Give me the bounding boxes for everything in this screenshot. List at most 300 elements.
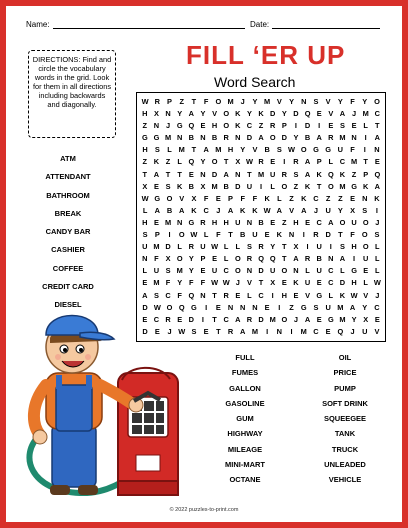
grid-letter[interactable]: R [328,133,334,143]
grid-letter[interactable]: J [240,97,245,106]
grid-letter[interactable]: O [281,181,288,191]
grid-letter[interactable]: T [363,157,368,167]
grid-letter[interactable]: L [340,266,345,276]
grid-letter[interactable]: C [316,217,322,227]
grid-letter[interactable]: J [375,290,380,300]
grid-letter[interactable]: N [177,133,183,143]
grid-letter[interactable]: N [200,133,206,143]
grid-letter[interactable]: U [325,302,331,312]
grid-letter[interactable]: R [258,242,264,252]
grid-letter[interactable]: A [154,205,160,215]
grid-letter[interactable]: P [363,169,369,179]
grid-letter[interactable]: E [177,314,183,324]
grid-letter[interactable]: N [142,254,148,264]
grid-letter[interactable]: I [294,121,297,131]
grid-letter[interactable]: U [200,242,206,252]
grid-letter[interactable]: U [270,266,276,276]
grid-letter[interactable]: E [351,121,357,131]
grid-letter[interactable]: A [276,205,282,215]
grid-letter[interactable]: N [374,145,380,155]
grid-letter[interactable]: X [293,242,299,252]
grid-letter[interactable]: F [350,97,355,106]
grid-letter[interactable]: N [301,97,307,106]
grid-letter[interactable]: V [276,97,282,106]
grid-letter[interactable]: B [223,181,229,191]
grid-letter[interactable]: C [374,109,380,119]
grid-letter[interactable]: L [247,290,252,300]
grid-letter[interactable]: N [288,230,295,240]
grid-letter[interactable]: P [200,254,206,264]
grid-letter[interactable]: O [223,121,230,131]
grid-letter[interactable]: H [211,121,218,131]
grid-letter[interactable]: E [374,157,380,167]
grid-letter[interactable]: S [153,290,159,300]
grid-letter[interactable]: Z [165,157,171,167]
grid-letter[interactable]: F [154,254,159,264]
grid-letter[interactable]: C [313,193,319,203]
grid-letter[interactable]: N [177,217,183,227]
grid-letter[interactable]: D [258,266,264,276]
grid-letter[interactable]: J [293,314,298,324]
grid-letter[interactable]: R [188,242,194,252]
grid-letter[interactable]: K [235,121,241,131]
grid-letter[interactable]: Z [338,193,343,203]
grid-letter[interactable]: R [223,290,229,300]
grid-letter[interactable]: K [293,278,299,288]
grid-letter[interactable]: A [374,181,380,191]
grid-letter[interactable]: B [316,254,322,264]
grid-letter[interactable]: N [252,302,258,312]
grid-letter[interactable]: H [142,109,148,119]
grid-letter[interactable]: M [337,302,344,312]
grid-letter[interactable]: Y [293,133,299,143]
grid-letter[interactable]: Q [374,169,381,179]
grid-letter[interactable]: S [313,302,319,312]
grid-letter[interactable]: H [142,145,148,155]
grid-letter[interactable]: G [176,121,183,131]
grid-letter[interactable]: N [235,169,241,179]
grid-letter[interactable]: J [375,217,380,227]
grid-letter[interactable]: X [165,254,171,264]
name-line[interactable] [53,20,245,29]
grid-letter[interactable]: K [363,181,369,191]
grid-letter[interactable]: I [302,230,305,240]
grid-letter[interactable]: R [154,97,160,106]
date-line[interactable] [272,20,380,29]
grid-letter[interactable]: I [266,326,269,336]
grid-letter[interactable]: D [165,242,171,252]
grid-letter[interactable]: F [350,230,355,240]
grid-letter[interactable]: A [316,133,322,143]
grid-letter[interactable]: T [228,230,233,240]
grid-letter[interactable]: O [269,133,276,143]
grid-letter[interactable]: O [281,314,288,324]
grid-letter[interactable]: Q [178,302,185,312]
grid-letter[interactable]: E [203,326,209,336]
grid-letter[interactable]: N [235,133,241,143]
grid-letter[interactable]: Q [188,121,195,131]
grid-letter[interactable]: Y [177,109,183,119]
grid-letter[interactable]: G [327,314,334,324]
grid-letter[interactable]: S [165,266,171,276]
grid-letter[interactable]: A [304,169,311,179]
grid-letter[interactable]: B [211,133,218,143]
grid-letter[interactable]: K [191,205,197,215]
grid-letter[interactable]: E [316,278,322,288]
grid-letter[interactable]: K [252,205,258,215]
grid-letter[interactable]: W [373,278,381,288]
grid-letter[interactable]: U [351,217,357,227]
grid-letter[interactable]: Q [188,157,195,167]
grid-letter[interactable]: V [179,193,185,203]
grid-letter[interactable]: I [168,230,171,240]
grid-letter[interactable]: N [246,266,253,276]
grid-letter[interactable]: A [153,169,160,179]
grid-letter[interactable]: Q [327,169,334,179]
grid-letter[interactable]: A [227,205,234,215]
grid-letter[interactable]: F [177,290,182,300]
grid-letter[interactable]: K [339,290,346,300]
grid-letter[interactable]: E [305,217,311,227]
grid-letter[interactable]: M [153,278,160,288]
grid-letter[interactable]: T [191,97,197,106]
grid-letter[interactable]: F [203,97,209,106]
grid-letter[interactable]: U [304,278,311,288]
grid-letter[interactable]: T [258,278,264,288]
grid-letter[interactable]: Z [142,157,148,167]
grid-letter[interactable]: N [153,121,160,131]
grid-letter[interactable]: X [142,181,148,191]
grid-letter[interactable]: E [215,302,221,312]
grid-letter[interactable]: A [374,133,380,143]
grid-letter[interactable]: T [316,181,322,191]
grid-letter[interactable]: D [211,169,218,179]
grid-letter[interactable]: E [270,157,276,167]
grid-letter[interactable]: N [362,193,368,203]
grid-letter[interactable]: G [351,181,357,191]
grid-letter[interactable]: R [258,157,264,167]
grid-letter[interactable]: Y [337,97,343,106]
grid-letter[interactable]: A [235,314,241,324]
grid-letter[interactable]: Q [337,326,344,336]
grid-letter[interactable]: V [325,97,331,106]
grid-letter[interactable]: I [353,254,356,264]
grid-letter[interactable]: F [200,278,206,288]
grid-letter[interactable]: Y [240,145,246,155]
grid-letter[interactable]: N [200,290,206,300]
grid-letter[interactable]: I [364,133,367,143]
grid-letter[interactable]: T [165,169,171,179]
grid-letter[interactable]: M [178,145,185,155]
grid-letter[interactable]: Q [304,109,311,119]
grid-letter[interactable]: D [304,121,311,131]
grid-letter[interactable]: Q [269,254,276,264]
grid-letter[interactable]: T [177,169,182,179]
grid-letter[interactable]: E [316,314,322,324]
grid-letter[interactable]: A [240,326,246,336]
grid-letter[interactable]: E [264,230,270,240]
grid-letter[interactable]: E [328,121,334,131]
grid-letter[interactable]: L [363,121,368,131]
grid-letter[interactable]: D [258,314,264,324]
grid-letter[interactable]: W [190,230,198,240]
grid-letter[interactable]: O [166,302,173,312]
grid-letter[interactable]: O [300,145,307,155]
grid-letter[interactable]: V [252,145,258,155]
grid-letter[interactable]: M [164,133,172,143]
grid-letter[interactable]: N [276,326,282,336]
grid-letter[interactable]: L [328,157,334,167]
grid-letter[interactable]: X [270,278,276,288]
grid-letter[interactable]: P [167,97,172,106]
grid-letter[interactable]: T [212,314,217,324]
grid-letter[interactable]: W [153,302,161,312]
grid-letter[interactable]: P [154,230,160,240]
grid-letter[interactable]: I [318,121,321,131]
grid-letter[interactable]: E [264,302,270,312]
grid-letter[interactable]: J [216,205,221,215]
grid-letter[interactable]: A [349,302,356,312]
grid-letter[interactable]: E [293,290,299,300]
grid-letter[interactable]: F [252,193,258,203]
grid-letter[interactable]: C [374,302,380,312]
grid-letter[interactable]: S [191,326,197,336]
grid-letter[interactable]: H [293,217,299,227]
grid-letter[interactable]: W [288,145,296,155]
grid-letter[interactable]: L [223,254,229,264]
grid-letter[interactable]: Z [289,193,294,203]
grid-letter[interactable]: C [313,326,319,336]
grid-letter[interactable]: A [304,157,311,167]
grid-letter[interactable]: Z [325,193,331,203]
grid-letter[interactable]: Y [270,242,276,252]
grid-letter[interactable]: L [203,230,209,240]
grid-letter[interactable]: A [223,169,229,179]
grid-letter[interactable]: I [278,302,281,312]
grid-letter[interactable]: R [227,326,234,336]
grid-letter[interactable]: B [166,205,173,215]
grid-letter[interactable]: Y [188,254,194,264]
grid-letter[interactable]: C [203,205,209,215]
grid-letter[interactable]: O [362,242,369,252]
grid-letter[interactable]: H [227,145,234,155]
grid-letter[interactable]: N [246,217,253,227]
grid-letter[interactable]: O [166,193,173,203]
grid-letter[interactable]: T [282,254,287,264]
grid-letter[interactable]: H [211,217,218,227]
grid-letter[interactable]: I [205,302,208,312]
grid-letter[interactable]: I [375,205,378,215]
grid-letter[interactable]: N [293,266,299,276]
grid-letter[interactable]: Z [282,217,287,227]
grid-letter[interactable]: J [313,205,318,215]
grid-letter[interactable]: Y [246,109,252,119]
grid-letter[interactable]: P [316,157,322,167]
grid-letter[interactable]: B [264,145,270,155]
grid-letter[interactable]: M [339,181,346,191]
grid-letter[interactable]: Y [362,302,368,312]
grid-letter[interactable]: L [167,145,172,155]
grid-letter[interactable]: E [270,217,276,227]
grid-letter[interactable]: R [165,314,171,324]
grid-letter[interactable]: N [351,133,357,143]
grid-letter[interactable]: C [328,266,334,276]
grid-letter[interactable]: L [375,266,380,276]
grid-letter[interactable]: I [363,145,366,155]
grid-letter[interactable]: L [177,242,182,252]
grid-letter[interactable]: B [188,133,194,143]
grid-letter[interactable]: O [327,181,334,191]
grid-letter[interactable]: M [153,242,160,252]
grid-letter[interactable]: H [351,278,357,288]
grid-letter[interactable]: F [165,278,171,288]
grid-letter[interactable]: D [188,314,194,324]
grid-letter[interactable]: H [142,217,148,227]
grid-letter[interactable]: B [240,230,246,240]
grid-letter[interactable]: X [363,314,369,324]
grid-letter[interactable]: W [141,193,149,203]
grid-letter[interactable]: Y [177,278,183,288]
grid-letter[interactable]: C [223,314,229,324]
grid-letter[interactable]: U [235,217,241,227]
grid-letter[interactable]: U [316,266,322,276]
grid-letter[interactable]: S [246,242,252,252]
grid-letter[interactable]: E [316,109,322,119]
grid-letter[interactable]: K [301,193,307,203]
grid-letter[interactable]: K [264,193,270,203]
grid-letter[interactable]: W [222,278,230,288]
grid-letter[interactable]: E [235,290,241,300]
grid-letter[interactable]: S [142,230,148,240]
grid-letter[interactable]: U [252,230,258,240]
grid-letter[interactable]: F [203,193,209,203]
grid-letter[interactable]: I [306,242,309,252]
grid-letter[interactable]: C [328,278,334,288]
grid-letter[interactable]: Y [337,205,343,215]
grid-letter[interactable]: N [165,109,171,119]
grid-letter[interactable]: G [325,145,332,155]
grid-letter[interactable]: S [374,230,380,240]
grid-letter[interactable]: D [142,326,148,336]
grid-letter[interactable]: S [154,145,160,155]
grid-letter[interactable]: A [179,205,185,215]
grid-letter[interactable]: G [191,302,197,312]
grid-letter[interactable]: M [300,326,307,336]
grid-letter[interactable]: R [313,230,319,240]
grid-letter[interactable]: U [153,266,160,276]
grid-letter[interactable]: P [281,121,287,131]
grid-letter[interactable]: M [339,133,346,143]
grid-letter[interactable]: U [363,254,369,264]
grid-letter[interactable]: K [276,230,282,240]
grid-letter[interactable]: O [234,266,241,276]
grid-letter[interactable]: A [339,254,346,264]
grid-letter[interactable]: M [362,109,369,119]
grid-letter[interactable]: S [313,97,319,106]
grid-letter[interactable]: N [200,169,206,179]
grid-letter[interactable]: U [142,242,148,252]
grid-letter[interactable]: K [235,109,241,119]
grid-letter[interactable]: E [153,217,159,227]
grid-letter[interactable]: O [178,230,185,240]
grid-letter[interactable]: M [257,169,265,179]
grid-letter[interactable]: R [293,157,299,167]
grid-letter[interactable]: O [176,254,183,264]
grid-letter[interactable]: J [350,326,355,336]
grid-letter[interactable]: S [339,242,345,252]
grid-letter[interactable]: W [350,290,358,300]
grid-letter[interactable]: V [246,278,252,288]
grid-letter[interactable]: J [166,121,171,131]
grid-letter[interactable]: Y [252,97,258,106]
grid-letter[interactable]: D [325,230,331,240]
grid-letter[interactable]: M [339,314,346,324]
grid-letter[interactable]: W [178,326,186,336]
grid-letter[interactable]: W [211,242,219,252]
grid-letter[interactable]: U [325,205,331,215]
grid-letter[interactable]: O [374,97,380,106]
grid-letter[interactable]: I [283,157,286,167]
grid-letter[interactable]: Y [200,109,206,119]
grid-letter[interactable]: Z [258,121,264,131]
grid-letter[interactable]: G [141,133,148,143]
grid-letter[interactable]: T [142,169,148,179]
grid-letter[interactable]: Z [142,121,148,131]
grid-letter[interactable]: E [200,266,206,276]
grid-letter[interactable]: Y [351,314,357,324]
grid-letter[interactable]: L [277,193,282,203]
grid-letter[interactable]: C [165,290,171,300]
grid-letter[interactable]: M [269,314,276,324]
grid-letter[interactable]: V [212,109,218,119]
grid-letter[interactable]: L [142,266,148,276]
grid-letter[interactable]: T [216,326,221,336]
grid-letter[interactable]: J [235,278,240,288]
grid-letter[interactable]: I [201,314,204,324]
grid-letter[interactable]: S [293,169,299,179]
grid-letter[interactable]: D [235,181,241,191]
grid-letter[interactable]: Z [289,302,294,312]
grid-letter[interactable]: D [281,133,287,143]
grid-letter[interactable]: X [191,193,197,203]
grid-letter[interactable]: S [276,145,282,155]
grid-letter[interactable]: R [304,254,311,264]
grid-letter[interactable]: F [216,230,221,240]
grid-letter[interactable]: X [153,109,159,119]
grid-letter[interactable]: A [328,217,334,227]
grid-letter[interactable]: G [300,302,307,312]
grid-letter[interactable]: Q [258,254,264,264]
grid-letter[interactable]: U [337,145,344,155]
grid-letter[interactable]: F [350,145,355,155]
grid-letter[interactable]: E [188,169,194,179]
grid-letter[interactable]: V [305,290,311,300]
grid-letter[interactable]: K [374,193,380,203]
grid-letter[interactable]: H [223,217,229,227]
grid-letter[interactable]: M [164,217,172,227]
grid-letter[interactable]: J [167,326,172,336]
grid-letter[interactable]: O [281,266,288,276]
grid-letter[interactable]: G [153,133,160,143]
grid-letter[interactable]: Y [362,97,368,106]
grid-letter[interactable]: Y [200,157,206,167]
grid-letter[interactable]: W [245,157,253,167]
grid-letter[interactable]: G [188,217,195,227]
grid-letter[interactable]: V [374,326,380,336]
grid-letter[interactable]: T [375,121,380,131]
grid-letter[interactable]: X [350,205,356,215]
grid-letter[interactable]: K [258,109,264,119]
